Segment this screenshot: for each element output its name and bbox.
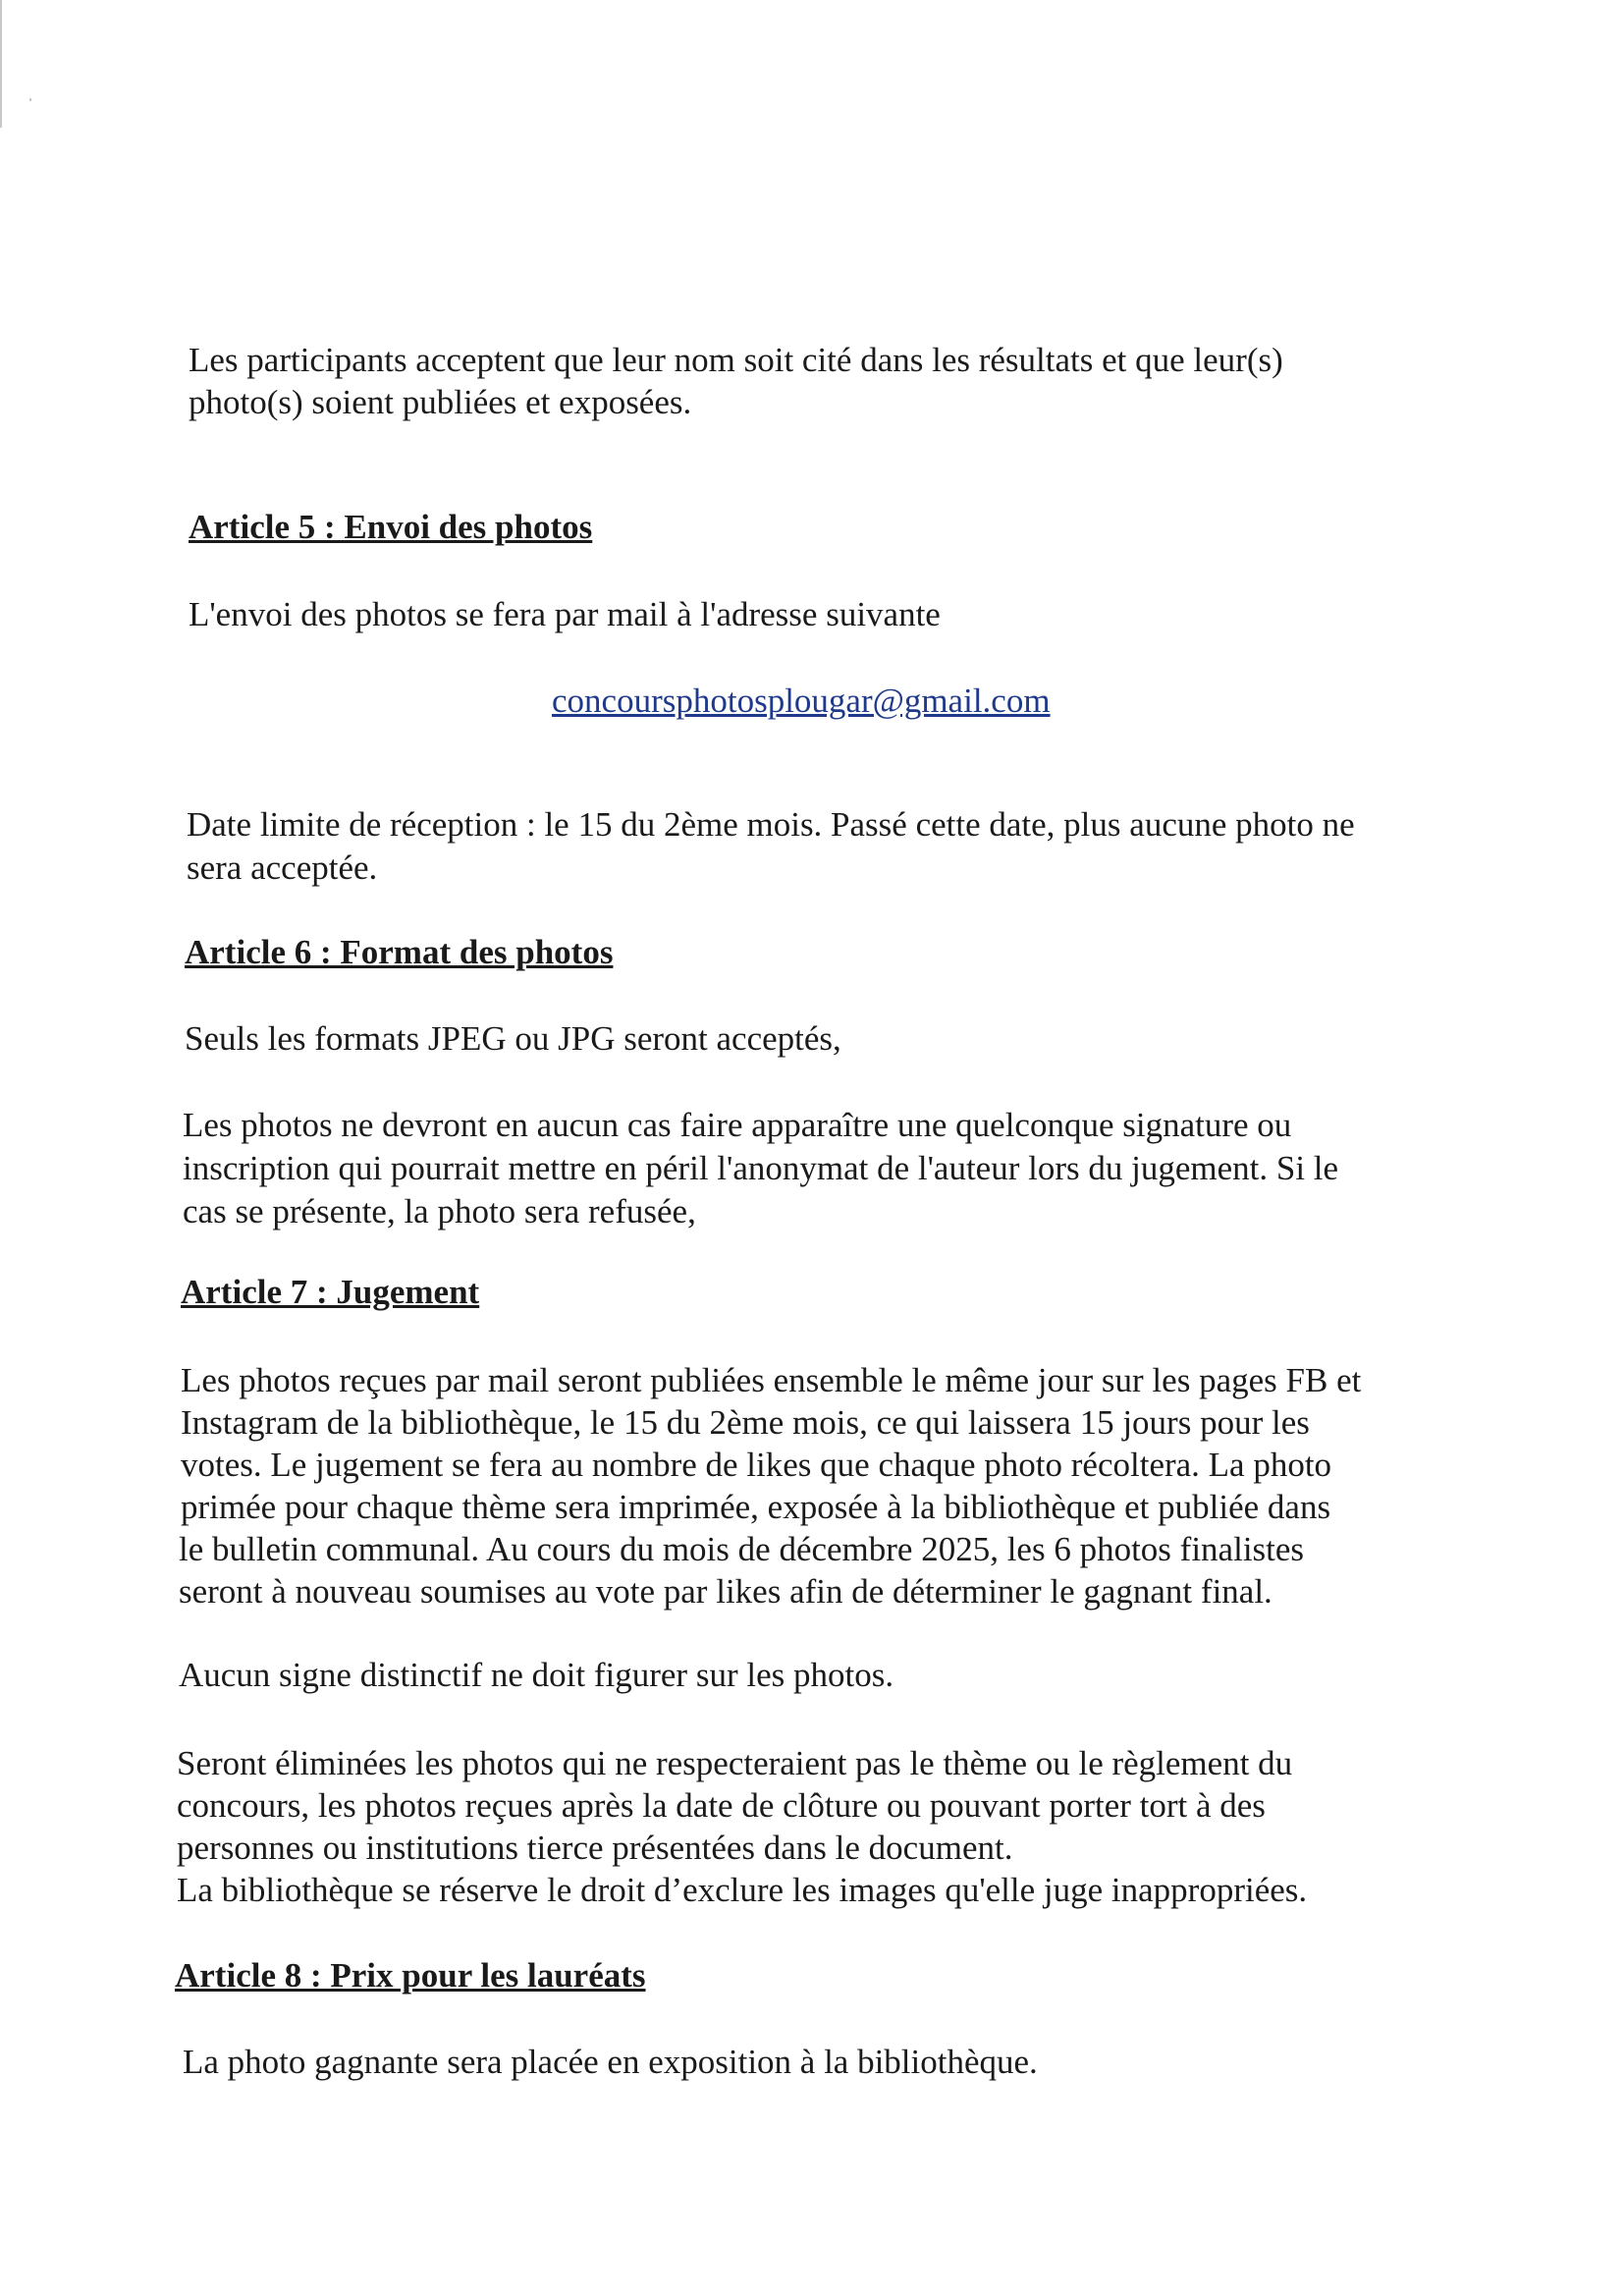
article-7-para2: Aucun signe distinctif ne doit figurer sur les photos.	[179, 1656, 894, 1694]
article-6-heading: Article 6 : Format des photos	[185, 933, 614, 971]
article-5-heading: Article 5 : Envoi des photos	[189, 508, 593, 546]
article-8-heading: Article 8 : Prix pour les lauréats	[175, 1956, 646, 1995]
article-7-para3-line-1: Seront éliminées les photos qui ne respecteraient pas le thème ou le règlement du	[177, 1744, 1293, 1782]
article-7-para3-line-4: La bibliothèque se réserve le droit d’exclure les images qu'elle juge inappropriées.	[177, 1871, 1308, 1909]
scan-dot-mark	[29, 98, 31, 101]
intro-line-1: Les participants acceptent que leur nom soit cité dans les résultats et que leur(s)	[189, 341, 1283, 379]
intro-line-2: photo(s) soient publiées et exposées.	[189, 383, 692, 421]
article-7-para1-line-6: seront à nouveau soumises au vote par likes afin de déterminer le gagnant final.	[179, 1572, 1272, 1611]
article-6-signature-line-2: inscription qui pourrait mettre en péril l'anonymat de l'auteur lors du jugement. Si le	[183, 1149, 1339, 1187]
article-5-deadline-line-1: Date limite de réception : le 15 du 2ème mois. Passé cette date, plus aucune photo ne	[187, 805, 1355, 844]
article-7-para1-line-3: votes. Le jugement se fera au nombre de likes que chaque photo récoltera. La photo	[181, 1446, 1332, 1484]
article-8-text: La photo gagnante sera placée en exposition à la bibliothèque.	[183, 2043, 1038, 2081]
article-6-signature-line-1: Les photos ne devront en aucun cas faire apparaître une quelconque signature ou	[183, 1106, 1292, 1144]
scan-edge-mark	[0, 0, 2, 128]
article-7-para3-line-3: personnes ou institutions tierce présentées dans le document.	[177, 1829, 1013, 1867]
article-7-heading: Article 7 : Jugement	[181, 1273, 480, 1311]
article-5-deadline-line-2: sera acceptée.	[187, 848, 378, 887]
article-7-para1-line-2: Instagram de la bibliothèque, le 15 du 2ème mois, ce qui laissera 15 jours pour les	[181, 1403, 1310, 1442]
article-6-formats: Seuls les formats JPEG ou JPG seront acceptés,	[185, 1019, 841, 1058]
article-7-para1-line-5: le bulletin communal. Au cours du mois de décembre 2025, les 6 photos finalistes	[179, 1530, 1305, 1568]
article-6-signature-line-3: cas se présente, la photo sera refusée,	[183, 1192, 696, 1230]
contact-email-link[interactable]: concoursphotosplougar@gmail.com	[552, 682, 1051, 720]
article-7-para3-line-2: concours, les photos reçues après la date de clôture ou pouvant porter tort à des	[177, 1786, 1266, 1825]
article-7-para1-line-4: primée pour chaque thème sera imprimée, exposée à la bibliothèque et publiée dans	[181, 1488, 1331, 1526]
article-5-intro: L'envoi des photos se fera par mail à l'adresse suivante	[189, 595, 941, 633]
article-7-para1-line-1: Les photos reçues par mail seront publiées ensemble le même jour sur les pages FB et	[181, 1361, 1362, 1399]
